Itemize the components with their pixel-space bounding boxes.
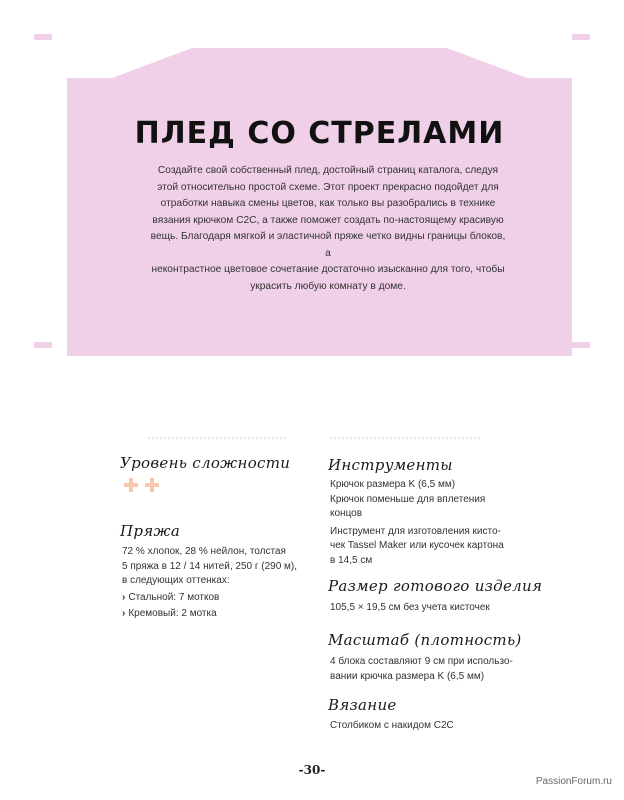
chevron-right-icon: › [122, 591, 126, 603]
intro-line: Создайте свой собственный плед, достойный страниц каталога, следуя [157, 165, 499, 176]
tools-heading: Инструменты [328, 456, 453, 474]
corner-mark [34, 342, 52, 348]
gauge-line: 4 блока составляют 9 см при использо- [330, 656, 513, 667]
yarn-line: 5 пряжа в 12 / 14 нитей, 250 г (290 м), [122, 560, 298, 572]
tools-line: концов [330, 508, 363, 519]
corner-mark [572, 34, 590, 40]
intro-line: вещь. Благодаря мягкой и эластичной пряже четко видны границы блоков, а [150, 231, 506, 259]
knitting-text: Столбиком с накидом C2C [330, 720, 454, 731]
size-heading: Размер готового изделия [328, 577, 543, 595]
tools-description [330, 478, 504, 568]
intro-line: вязания крючком C2C, а также поможет создать по-настоящему красивую [152, 214, 504, 226]
gauge-heading: Масштаб (плотность) [328, 631, 522, 649]
knitting-heading: Вязание [328, 696, 397, 714]
corner-mark [572, 342, 590, 348]
separator [148, 437, 286, 439]
page-title: ПЛЕД СО СТРЕЛАМИ [134, 116, 505, 151]
tools-line: Крючок поменьше для вплетения [330, 493, 486, 505]
intro-line: украсить любую комнату в доме. [250, 280, 406, 292]
tools-line: в 14,5 см [330, 554, 373, 566]
yarn-heading: Пряжа [120, 522, 181, 540]
intro-line: отработки навыка смены цветов, как только вы разобрались в технике [160, 198, 496, 209]
intro-line: этой относительно простой схеме. Этот проект прекрасно подойдет для [157, 181, 499, 193]
yarn-line: в следующих оттенках: [122, 575, 230, 586]
intro-paragraph [148, 163, 508, 295]
chevron-right-icon: › [122, 608, 126, 619]
gauge-description [330, 655, 513, 684]
yarn-bullet [122, 607, 297, 622]
size-text: 105,5 × 19,5 см без учета кисточек [330, 602, 490, 613]
gauge-line: вании крючка размера K (6,5 мм) [330, 670, 485, 682]
page-number: -30- [298, 763, 326, 777]
intro-line: неконтрастное цветовое сочетание достаточно изысканно для того, чтобы [151, 264, 505, 275]
yarn-bullet-text: Стальной: 7 мотков [128, 591, 220, 603]
tools-line: чек Tassel Maker или кусочек картона [330, 540, 504, 551]
yarn-line: 72 % хлопок, 28 % нейлон, толстая [122, 546, 286, 557]
level-heading: Уровень сложности [120, 454, 291, 472]
yarn-bullet-text: Кремовый: 2 мотка [128, 608, 217, 619]
yarn-description [122, 545, 297, 622]
plus-icon [124, 478, 138, 492]
plus-icon [145, 478, 159, 492]
tools-line: Инструмент для изготовления кисто- [330, 525, 501, 537]
corner-mark [34, 34, 52, 40]
yarn-bullet [122, 591, 297, 606]
separator [330, 437, 480, 439]
watermark: PassionForum.ru [535, 776, 612, 787]
tools-line: Крючок размера K (6,5 мм) [330, 479, 456, 490]
